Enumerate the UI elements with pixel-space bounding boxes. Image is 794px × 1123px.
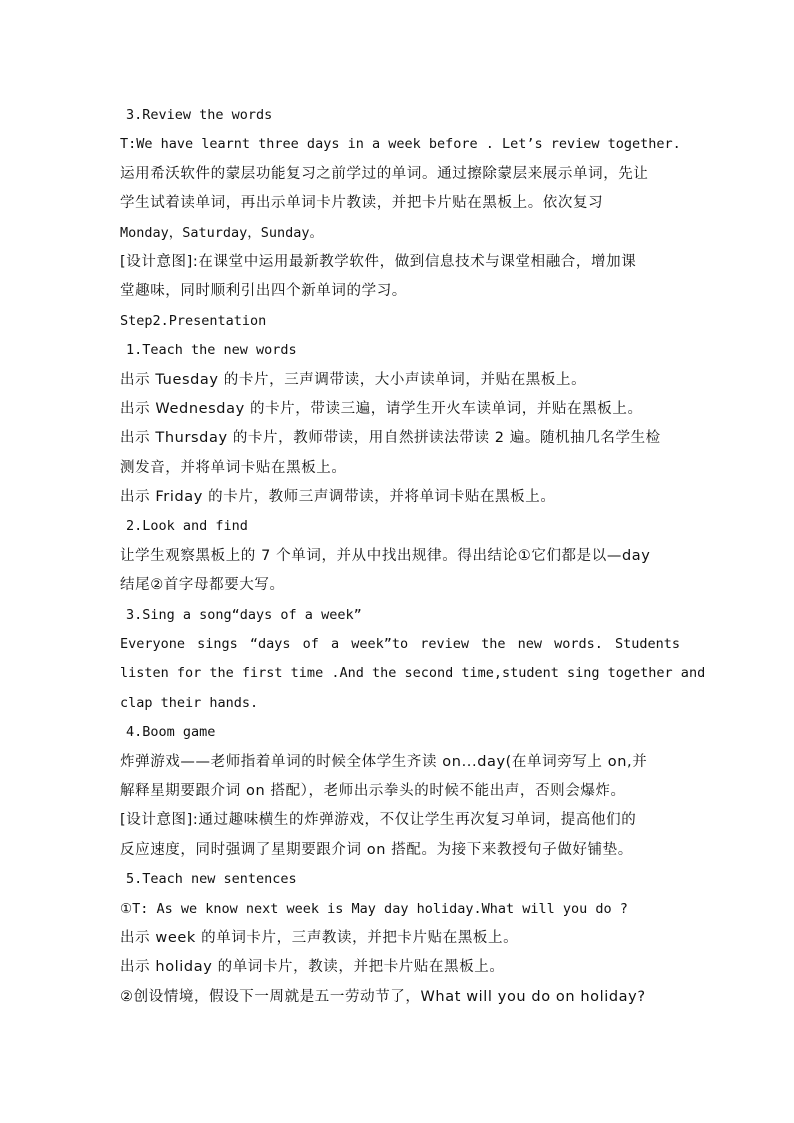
design-intent-line: [设计意图]:在课堂中运用最新教学软件，做到信息技术与课堂相融合，增加课 — [120, 253, 637, 270]
paragraph-line: ②创设情境，假设下一周就是五一劳动节了，What will you do on holiday? — [120, 988, 646, 1005]
document-body — [120, 101, 706, 1012]
section-heading-look-and-find: 2.Look and find — [126, 518, 248, 535]
section-heading-boom-game: 4.Boom game — [126, 724, 216, 741]
paragraph-line: Everyone sings “days of a week”to review the new words. Students — [120, 636, 680, 653]
paragraph-line: 出示 holiday 的单词卡片，教读，并把卡片贴在黑板上。 — [120, 959, 505, 976]
paragraph-line: 出示 Friday 的卡片，教师三声调带读，并将单词卡贴在黑板上。 — [120, 489, 556, 506]
paragraph-line: listen for the first time .And the second time,student sing together and — [120, 665, 706, 682]
paragraph-line: Monday，Saturday，Sunday。 — [120, 224, 324, 241]
paragraph-line: 出示 Wednesday 的卡片，带读三遍，请学生开火车读单词，并贴在黑板上。 — [120, 400, 643, 417]
paragraph-line: 解释星期要跟介词 on 搭配），老师出示拳头的时候不能出声，否则会爆炸。 — [120, 782, 626, 799]
paragraph-line: 出示 week 的单词卡片，三声教读，并把卡片贴在黑板上。 — [120, 929, 519, 946]
paragraph-line: 堂趣味，同时顺利引出四个新单词的学习。 — [120, 283, 407, 300]
paragraph-line: 出示 Thursday 的卡片，教师带读，用自然拼读法带读 2 遍。随机抽几名学生检 — [120, 430, 661, 447]
section-heading-review-words: 3.Review the words — [126, 107, 273, 123]
paragraph-line: 反应速度，同时强调了星期要跟介词 on 搭配。为接下来教授句子做好铺垫。 — [120, 841, 633, 858]
paragraph-line: 学生试着读单词，再出示单词卡片教读，并把卡片贴在黑板上。依次复习 — [120, 195, 604, 212]
section-heading-teach-new-sentences: 5.Teach new sentences — [126, 871, 297, 888]
paragraph-line: 炸弹游戏——老师指着单词的时候全体学生齐读 on...day(在单词旁写上 on,并 — [120, 753, 648, 770]
section-heading-sing-a-song: 3.Sing a song“days of a week” — [126, 606, 362, 623]
paragraph-line: 出示 Tuesday 的卡片，三声调带读，大小声读单词，并贴在黑板上。 — [120, 371, 587, 388]
design-intent-line: [设计意图]:通过趣味横生的炸弹游戏，不仅让学生再次复习单词，提高他们的 — [120, 812, 637, 829]
paragraph-line: ①T: As we know next week is May day holiday.What will you do ? — [120, 900, 628, 917]
section-heading-teach-new-words: 1.Teach the new words — [126, 342, 297, 359]
step-heading-presentation: Step2.Presentation — [120, 312, 267, 329]
paragraph-line: clap their hands. — [120, 694, 259, 711]
paragraph-line: 让学生观察黑板上的 7 个单词，并从中找出规律。得出结论①它们都是以—day — [120, 547, 651, 564]
paragraph-line: 结尾②首字母都要大写。 — [120, 577, 285, 594]
paragraph-line: 测发音，并将单词卡贴在黑板上。 — [120, 459, 347, 476]
paragraph-line: T:We have learnt three days in a week before . Let’s review together. — [120, 136, 681, 153]
paragraph-line: 运用希沃软件的蒙层功能复习之前学过的单词。通过擦除蒙层来展示单词，先让 — [120, 165, 649, 182]
